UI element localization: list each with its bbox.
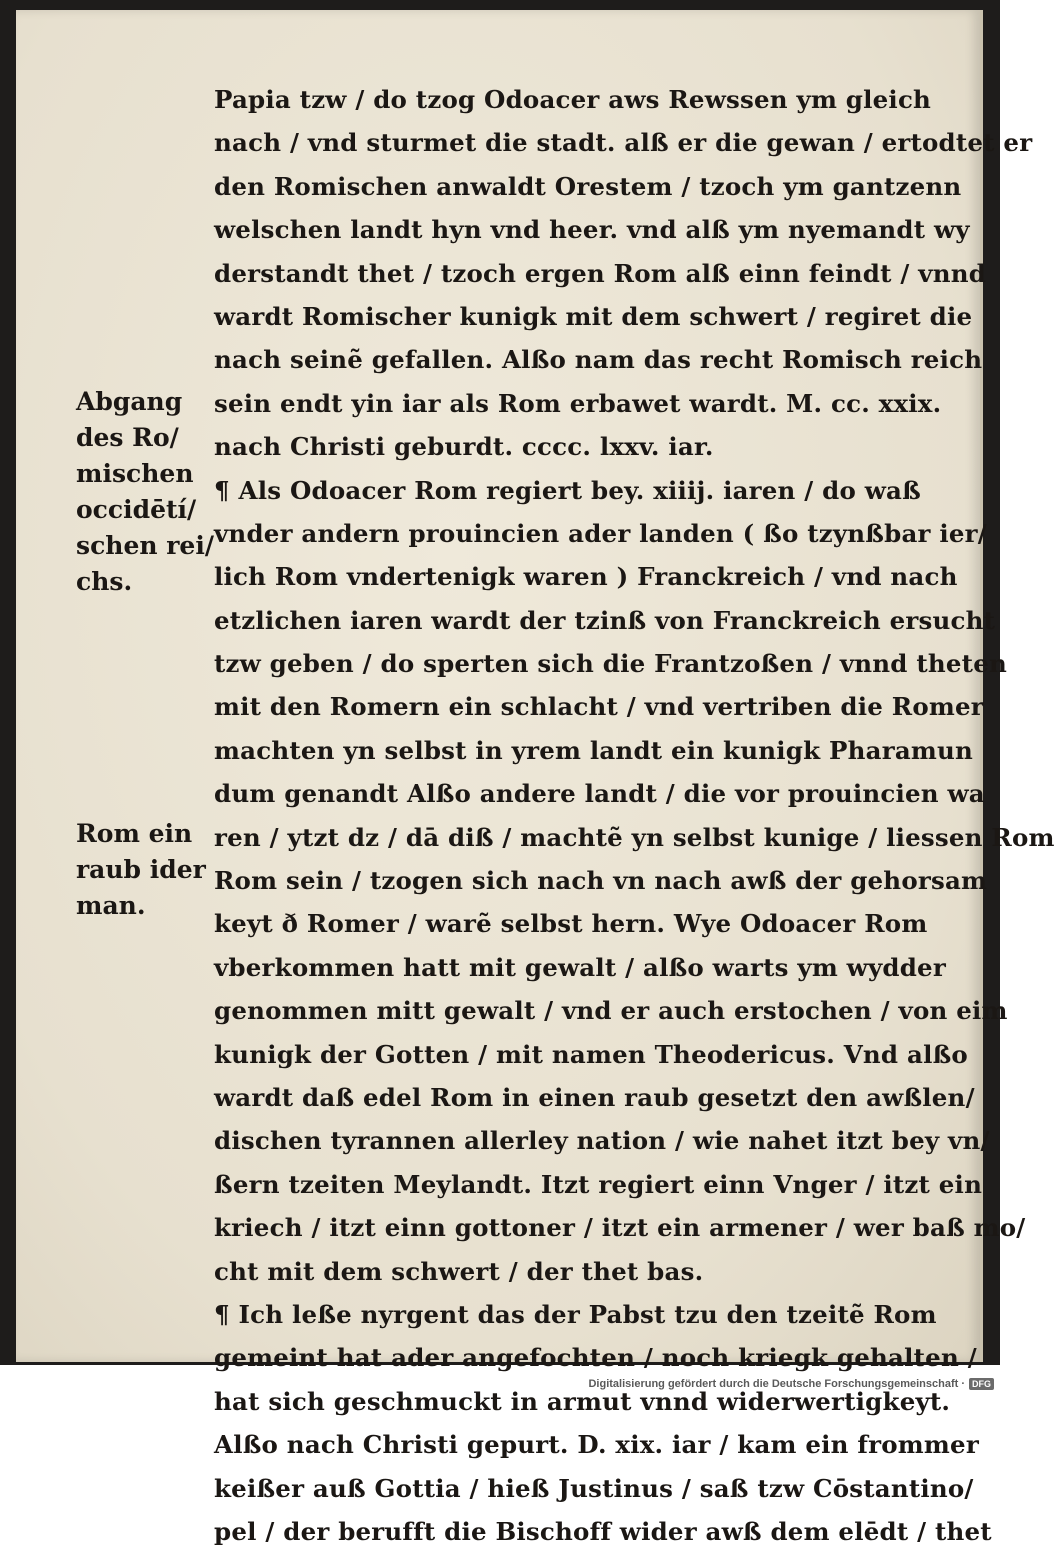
text-line: ¶ Ich leße nyrgent das der Pabst tzu den tzeitẽ Rom — [214, 1299, 937, 1329]
text-line: Papia tzw / do tzog Odoacer aws Rewssen ym gleich — [214, 85, 932, 114]
margin-note-rom-ein-raub — [76, 816, 216, 924]
text-line: keißer auß Gottia / hieß Justinus / saß tzw Cōstantino/ — [214, 1473, 974, 1503]
text-line: nach / vnd sturmet die stadt. alß er die gewan / ertodtet er — [214, 128, 1033, 158]
text-line: dum genandt Alßo andere landt / die vor prouincien wa — [214, 779, 985, 809]
margin-note-line: raub ider — [76, 855, 206, 884]
footer-credit: Digitalisierung gefördert durch die Deutsche Forschungsgemeinschaft · — [588, 1378, 965, 1390]
text-line: kriech / itzt einn gottoner / itzt ein armener / wer baß mo/ — [214, 1213, 1026, 1243]
text-line: den Romischen anwaldt Orestem / tzoch ym gantzenn — [214, 171, 962, 201]
text-line: hat sich geschmuckt in armut vnnd widerwertigkeyt. — [214, 1386, 951, 1416]
text-line: lich Rom vndertenigk waren ) Franckreich / vnd nach — [214, 562, 958, 592]
text-line: welschen landt hyn vnd heer. vnd alß ym nyemandt wy — [214, 215, 970, 245]
text-line: machten yn selbst in yrem landt ein kunigk Pharamun — [214, 735, 974, 765]
margin-note-line: Rom ein — [76, 819, 193, 848]
text-line: vnder andern prouincien ader landen ( ßo tzynßbar ier/ — [214, 518, 987, 548]
dfg-logo: DFG — [969, 1378, 994, 1390]
text-line: etzlichen iaren wardt der tzinß von Franckreich ersucht — [214, 605, 996, 635]
text-line: pel / der berufft die Bischoff wider awß dem elēdt / thet — [214, 1516, 992, 1546]
text-line: vberkommen hatt mit gewalt / alßo warts ym wydder — [214, 952, 946, 982]
text-line: keyt ð Romer / warẽ selbst hern. Wye Odoacer Rom — [214, 909, 928, 939]
digitization-footer — [588, 1375, 994, 1393]
margin-note-abgang — [76, 384, 216, 600]
text-line: tzw geben / do sperten sich die Frantzoßen / vnnd theten — [214, 649, 1007, 679]
margin-note-line: chs. — [76, 567, 133, 596]
margin-note-line: Abgang — [76, 387, 183, 416]
text-line: derstandt thet / tzoch ergen Rom alß einn feindt / vnnd — [214, 258, 987, 288]
text-line: ßern tzeiten Meylandt. Itzt regiert einn Vnger / itzt ein — [214, 1169, 983, 1199]
text-line: genommen mitt gewalt / vnd er auch erstochen / von eim — [214, 996, 1008, 1026]
text-line: ¶ Als Odoacer Rom regiert bey. xiiij. iaren / do waß — [214, 475, 921, 505]
text-line: sein endt yin iar als Rom erbawet wardt. M. cc. xxix. — [214, 388, 942, 418]
margin-note-line: mischen — [76, 459, 194, 488]
text-line: Alßo nach Christi gepurt. D. xix. iar / kam ein frommer — [214, 1430, 979, 1460]
margin-note-line: occidētí/ — [76, 495, 197, 524]
margin-note-line: schen rei/ — [76, 531, 214, 560]
text-line: gemeint hat ader angefochten / noch kriegk gehalten / — [214, 1343, 977, 1373]
text-line: wardt daß edel Rom in einen raub gesetzt den awßlen/ — [214, 1082, 975, 1112]
text-line: kunigk der Gotten / mit namen Theodericus. Vnd alßo — [214, 1039, 968, 1069]
margin-note-line: des Ro/ — [76, 423, 179, 452]
text-line: wardt Romischer kunigk mit dem schwert / regiret die — [214, 301, 973, 331]
text-line: dischen tyrannen allerley nation / wie nahet itzt bey vn/ — [214, 1126, 990, 1156]
text-line: Rom sein / tzogen sich nach vn nach awß der gehorsam — [214, 866, 988, 896]
text-line: nach Christi geburdt. cccc. lxxv. iar. — [214, 432, 714, 462]
text-line: cht mit dem schwert / der thet bas. — [214, 1256, 704, 1286]
text-line: ren / ytzt dz / dā diß / machtẽ yn selbst kunige / liessen Rom — [214, 822, 1055, 852]
margin-note-line: man. — [76, 891, 146, 920]
text-line: mit den Romern ein schlacht / vnd vertriben die Romer — [214, 692, 984, 722]
text-line: nach seinẽ gefallen. Alßo nam das recht Romisch reich — [214, 345, 983, 375]
